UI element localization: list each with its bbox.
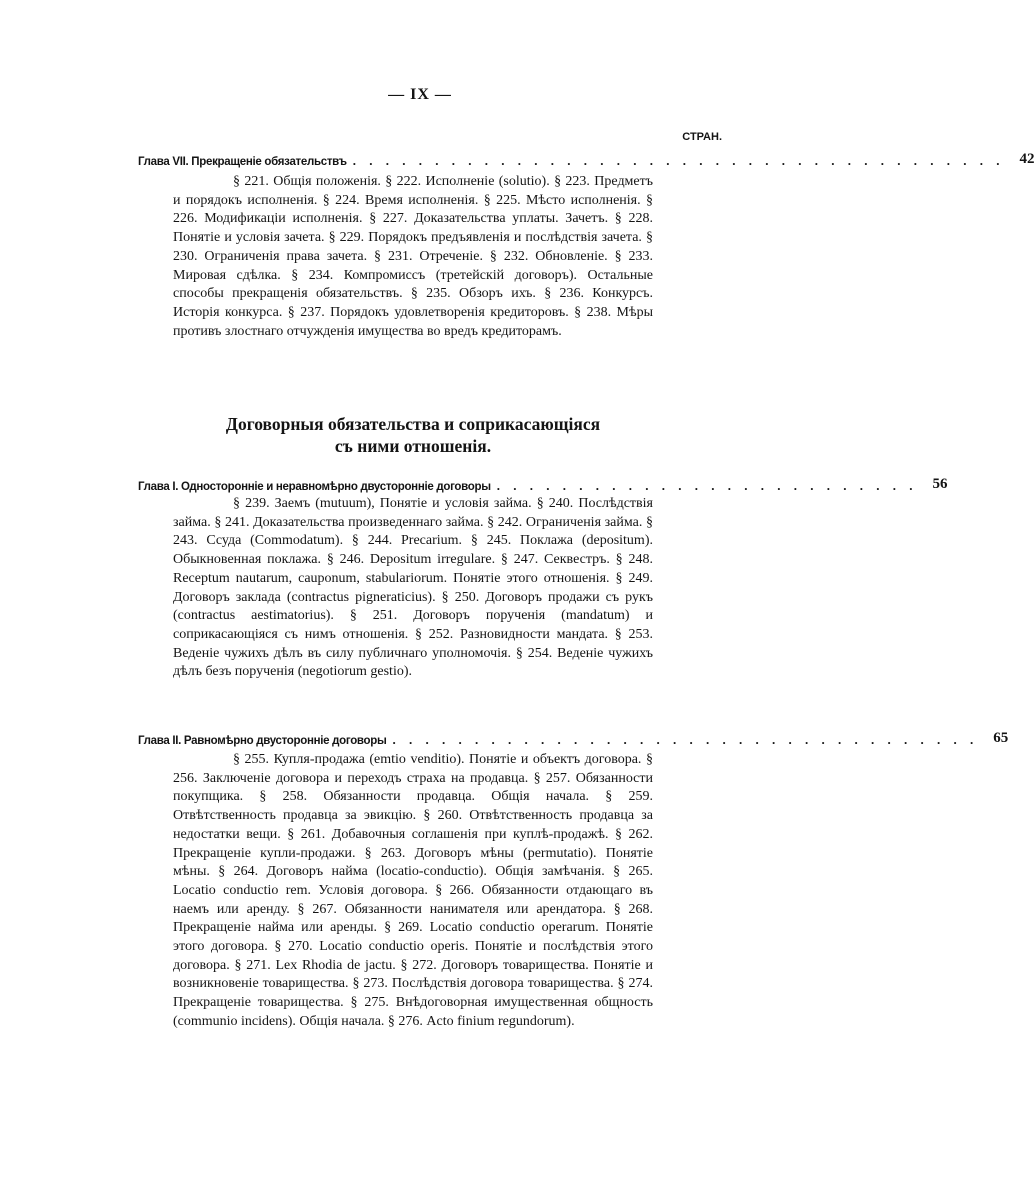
- chapter-page-number: 56: [932, 476, 948, 492]
- chapter-page-number: 65: [993, 730, 1009, 746]
- dot-leader: . . . . . . . . . . . . . . . . . . . . . . . . . . . . . . . . . . . . . . . .: [352, 153, 1005, 168]
- section-heading: [173, 413, 653, 457]
- toc-entry-chapter-2[interactable]: [138, 727, 1009, 747]
- toc-entry-chapter-1[interactable]: [138, 473, 948, 493]
- toc-entry-chapter-7[interactable]: [138, 148, 1035, 168]
- dot-leader: . . . . . . . . . . . . . . . . . . . . . . . . . .: [496, 478, 918, 493]
- chapter-page-number: 42: [1019, 151, 1035, 167]
- page-column-header: СТРАН.: [682, 131, 722, 143]
- chapter-2-contents: § 255. Купля-продажа (emtio venditio). Понятіе и объектъ договора. § 256. Заключеніе договора и переходъ страха на продавца. § 257. Обязанности покупщика. § 258. Обязанности продавца. Общія начала. § 259. Отвѣтственность продавца за эвикцію. § 260. Отвѣтственность продавца за недостатки вещи. § 261. Добавочныя соглашенія при куплѣ-продажѣ. § 262. Прекращеніе купли-продажи. § 263. Договоръ мѣны (permutatio). Понятіе мѣны. § 264. Договоръ найма (locatio-conductio). Общія замѣчанія. § 265. Locatio conductio rem. Условія договора. § 266. Обязанности отдающаго въ наемъ или аренду. § 267. Обязанности нанимателя или арендатора. § 268. Прекращеніе найма или аренды. § 269. Locatio conductio operarum. Понятіе этого договора. § 270. Locatio conductio operis. Понятіе и послѣдствія этого договора. § 271. Lex Rhodia de jactu. § 272. Договоръ товарищества. Понятіе и возникновеніе товарищества. § 273. Послѣдствія договора товарищества. § 274. Прекращеніе товарищества. § 275. Внѣдоговорная имущественная общность (communio incidens). Общія начала. § 276. Acto finium regundorum).: [173, 752, 653, 1029]
- dot-leader: . . . . . . . . . . . . . . . . . . . . . . . . . . . . . . . . . . . .: [392, 732, 979, 747]
- chapter-title: Глава II. Равномѣрно двусторонніе договоры: [138, 735, 387, 747]
- chapter-1-contents: § 239. Заемъ (mutuum), Понятіе и условія займа. § 240. Послѣдствія займа. § 241. Доказательства произведеннаго займа. § 242. Ограниченія займа. § 243. Ссуда (Commodatum). § 244. Precarium. § 245. Поклажа (depositum). Обыкновенная поклажа. § 246. Depositum irregulare. § 247. Секвестръ. § 248. Receptum nautarum, cauponum, stabulariorum. Понятіе этого отношенія. § 249. Договоръ заклада (contractus pigneraticius). § 250. Договоръ продажи съ рукъ (contractus aestimatorius). § 251. Договоръ порученія (mandatum) и соприкасающіяся съ нимъ отношенія. § 252. Разновидности мандата. § 253. Веденіе чужихъ дѣлъ въ силу публичнаго уполномочія. § 254. Веденіе чужихъ дѣлъ безъ порученія (negotiorum gestio).: [173, 496, 653, 680]
- section-heading-line-1: Договорныя обязательства и соприкасающіяся: [225, 414, 601, 434]
- chapter-title: Глава I. Односторонніе и неравномѣрно двусторонніе договоры: [138, 481, 491, 493]
- section-heading-line-2: съ ними отношенія.: [334, 436, 492, 456]
- page-number: — IX —: [388, 86, 452, 103]
- chapter-7-contents: § 221. Общія положенія. § 222. Исполненіе (solutio). § 223. Предметъ и порядокъ исполненія. § 224. Время исполненія. § 225. Мѣсто исполненія. § 226. Модификаціи исполненія. § 227. Доказательства уплаты. Зачетъ. § 228. Понятіе и условія зачета. § 229. Порядокъ предъявленія и послѣдствія зачета. § 230. Ограниченія права зачета. § 231. Отреченіе. § 232. Обновленіе. § 233. Мировая сдѣлка. § 234. Компромиссъ (третейскій договоръ). Остальные способы прекращенія обязательствъ. § 235. Обзоръ ихъ. § 236. Конкурсъ. Исторія конкурса. § 237. Порядокъ удовлетворенія кредиторовъ. § 238. Мѣры противъ злостнаго отчужденія имущества во вредъ кредиторамъ.: [173, 174, 653, 339]
- chapter-title: Глава VII. Прекращеніе обязательствъ: [138, 156, 347, 168]
